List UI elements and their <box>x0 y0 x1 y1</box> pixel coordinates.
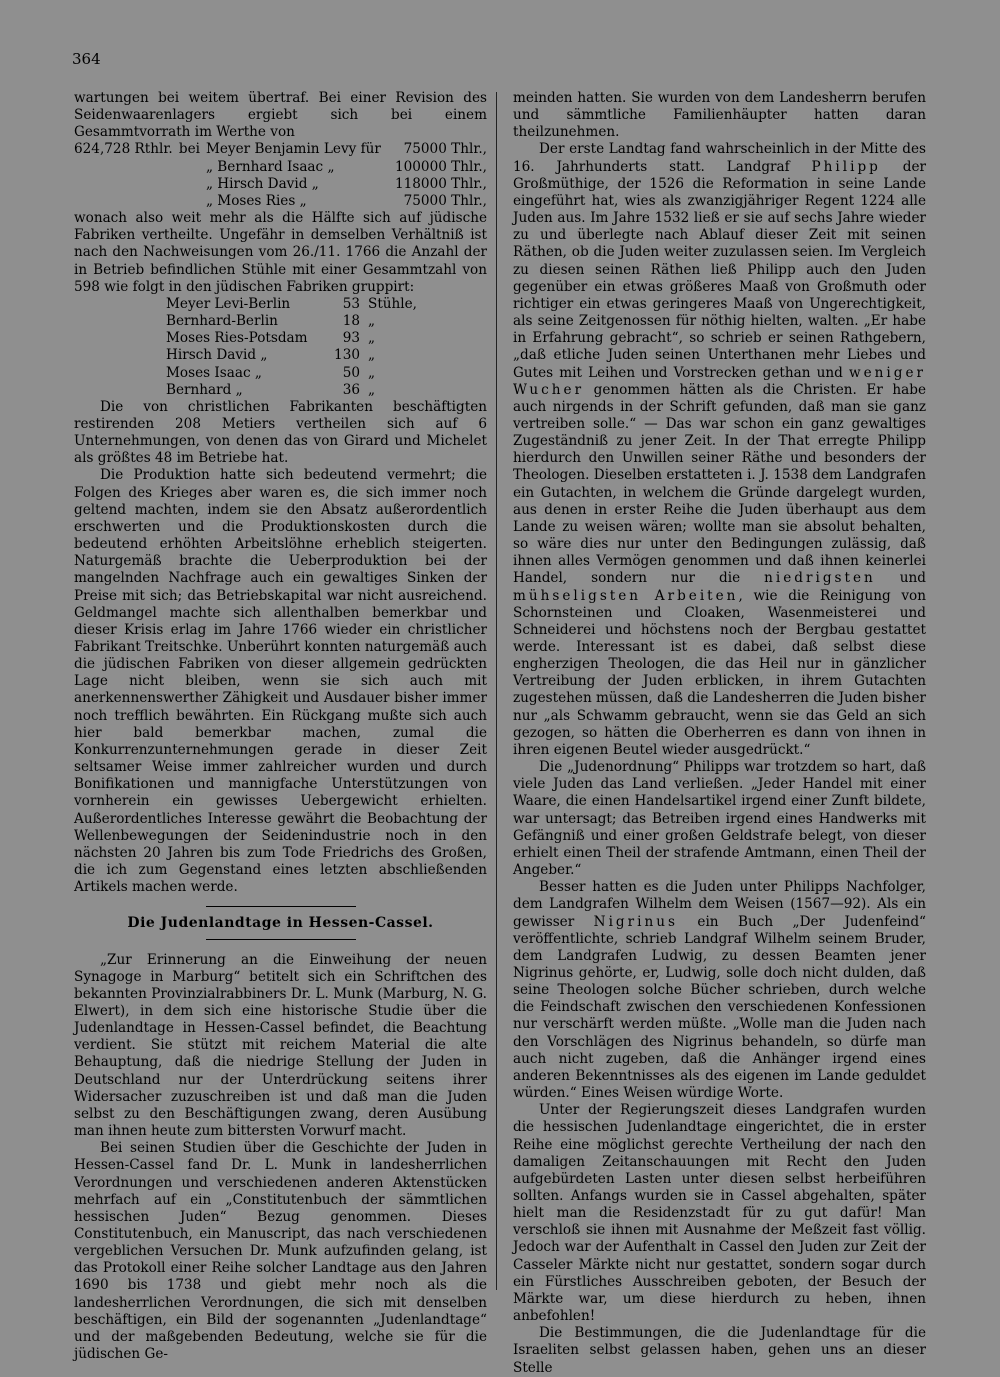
spaced-emphasis-weniger-wucher: weniger Wucher <box>513 364 926 398</box>
text-run: und <box>875 570 926 587</box>
looms-unit: „ <box>368 313 376 330</box>
paragraph-first-landtag <box>513 141 926 759</box>
looms-table <box>166 296 417 399</box>
looms-unit: „ <box>368 347 376 364</box>
section-divider-top <box>206 906 356 907</box>
text-run: Besser hatten es die Juden unter Philipps Nachfolger, dem Landgrafen Wilhelm dem Weisen (1567—92). Als ein gewisser <box>513 879 926 930</box>
looms-count: 50 <box>342 364 360 381</box>
holdings-prep <box>179 176 206 193</box>
paragraph-christian-fabricants: Die von christlichen Fabrikanten beschäftigten restirenden 208 Metiers vertheilen sich auf 6 Unternehmungen, von denen das von Girard und Michelet als größtes 48 im Betriebe hat. <box>74 398 487 467</box>
text-run: genommen hätten als die Christen. Er habe auch nirgends in der Schrift gefunden, daß man sie ganz vertreiben solle.“ — Das war schon ein ganz gewaltiges Zugeständniß zu jener Zeit. In der That erregte Philipp hierdurch den Unwillen seiner Räthe und besonders der Theologen. Dieselben erstatteten i. J. 1538 dem Landgrafen ein Gutachten, in welchem die Gründe dargelegt wurden, aus denen in erster Reihe die Juden überhaupt aus dem Lande zu weisen wären; wollte man sie absolut behalten, so wäre dies nur unter den Bedingungen zulässig, daß ihnen alles Vermögen genommen und daß ihnen keinerlei Handel, sondern nur die <box>513 381 926 587</box>
looms-name: Meyer Levi-Berlin <box>166 295 291 312</box>
looms-name: Hirsch David „ <box>166 347 268 364</box>
spaced-emphasis-niedrigsten: niedrigsten <box>764 570 876 587</box>
paragraph-continued: meinden hatten. Sie wurden von dem Landesherrn berufen und sämmtliche Familienhäupter hatten daran theilzunehmen. <box>513 90 926 141</box>
paragraph-synagogue: „Zur Erinnerung an die Einweihung der neuen Synagoge in Marburg“ betitelt sich ein Schriftchen des bekannten Provinzialrabbiners Dr. L. Munk (Marburg, N. G. Elwert), in dem sich eine historische Studie über die Judenlandtage in Hessen-Cassel befindet, die Beachtung verdient. Sie stützt mit reichem Material die alte Behauptung, daß die niedrige Stellung der Juden in Deutschland nur der Unterdrückung seitens ihrer Widersacher zuzuschreiben ist und daß man die Juden selbst zu den Beschäftigungen zwang, deren Ausübung man ihnen heute zum bittersten Vorwurf macht. <box>74 951 487 1140</box>
holdings-prep: bei <box>178 141 200 158</box>
paragraph-regierung: Unter der Regierungszeit dieses Landgrafen wurden die hessischen Judenlandtage eingerichtet, die in erster Reihe eine möglichst gerechte Vertheilung der nach den damaligen Zeitanschauungen mit Recht den Juden aufgebürdeten Lasten unter diesen selbst herbeiführen sollten. Anfangs wurden sie in Cassel abgehalten, später hielt man die Residenzstadt für zu gut dafür! Man verschloß sie ihnen mit Ausnahme der Meßzeit fast völlig. Jedoch war der Aufenthalt in Cassel den Juden zur Zeit der Casseler Märkte nicht nur gestattet, sondern sogar durch ein Fürstliches Ausschreiben geboten, der Besuch der Märkte war, um diese hierdurch zu heben, ihnen anbefohlen! <box>513 1102 926 1325</box>
page-number: 364 <box>72 50 101 68</box>
holdings-row <box>74 176 487 193</box>
looms-count: 36 <box>342 381 360 398</box>
paragraph-intro: wartungen bei weitem übertraf. Bei einer Revision des Seidenwaarenlagers ergiebt sich bei einem Gesammtvorrath im Werthe von <box>74 90 487 141</box>
right-column <box>513 90 926 1377</box>
looms-row <box>166 313 417 330</box>
looms-unit: „ <box>368 381 376 398</box>
holdings-table <box>74 141 487 210</box>
paragraph-bestimmungen: Die Bestimmungen, die die Judenlandtage für die Israeliten selbst gelassen haben, gehen uns an dieser Stelle <box>513 1325 926 1376</box>
looms-row <box>166 365 417 382</box>
holdings-prep <box>179 193 206 210</box>
holdings-total <box>74 193 179 210</box>
left-column <box>74 90 487 1363</box>
looms-name: Bernhard „ <box>166 381 243 398</box>
holdings-name: „ Moses Ries „ <box>205 192 307 209</box>
text-run: ein Buch „Der Judenfeind“ veröffentlichte, schrieb Landgraf Wilhelm seinem Bruder, dem Landgrafen Ludwig, zu dessen Beamten jener Nigrinus gehörte, er, Ludwig, solle doch nicht dulden, daß seine Theologen solche Bücher schrieben, durch welche die Feindschaft zwischen den verschiedenen Konfessionen nur verschärft werden müßte. „Wolle man die Juden nach den Vorschlägen des Nigrinus behandeln, so dürfe man auch nicht zugeben, daß die Anhänger irgend eines anderen Bekenntnisses als des eigenen im Lande geduldet würden.“ Eines Weisen würdige Worte. <box>513 913 926 1102</box>
holdings-amount: 118000 Thlr., <box>394 175 487 192</box>
holdings-prep <box>179 159 206 176</box>
looms-row <box>166 347 417 364</box>
looms-row <box>166 296 417 313</box>
holdings-amount: 100000 Thlr., <box>394 158 487 175</box>
spaced-name-nigrinus: Nigrinus <box>593 913 678 930</box>
text-run: der Großmüthige, der 1526 die Reformation in seine Lande eingeführt hat, wies als zwanzigjähriger Regent 1224 alle Juden aus. Im Jahre 1532 ließ er sie auf sechs Jahre wieder zu und überlegte nach Ablauf dieser Zeit mit seinen Räthen, ob die Juden weiter zuzulassen seien. Im Vergleich zu diesen seinen Räthen ließ Philipp auch den Juden gegenüber ein etwas größeres Maaß von Großmuth oder richtiger ein etwas geringeres Maaß von Ungerechtigkeit, als seine Zeitgenossen für nöthig hielten, walten. „Er habe in Erfahrung gebracht“, so schrieb er seinen Rathgebern, „daß etliche Juden seinen Unterthanen mehr Liebes und Gutes mit Leihen und Vorstrecken gethan und <box>513 158 926 381</box>
looms-count: 53 <box>342 295 360 312</box>
paragraph-wilhelm <box>513 879 926 1102</box>
looms-name: Moses Isaac „ <box>166 364 262 381</box>
looms-unit: Stühle, <box>368 295 417 312</box>
spaced-name-philipp: Philipp <box>811 158 881 175</box>
holdings-total <box>74 176 179 193</box>
holdings-total: 624,728 Rthlr. <box>74 141 173 158</box>
looms-name: Moses Ries-Potsdam <box>166 330 308 347</box>
text-run: Der erste Landtag fand wahrscheinlich in der Mitte des 16. Jahrhunderts statt. Landgraf <box>513 141 926 175</box>
looms-count: 18 <box>342 313 360 330</box>
holdings-amount: 75000 Thlr., <box>403 141 487 158</box>
looms-count: 130 <box>334 347 360 364</box>
holdings-amount: 75000 Thlr., <box>403 192 487 209</box>
looms-unit: „ <box>368 364 376 381</box>
column-divider <box>496 92 497 1290</box>
looms-name: Bernhard-Berlin <box>166 313 278 330</box>
looms-count: 93 <box>342 330 360 347</box>
holdings-name: „ Bernhard Isaac „ <box>205 158 335 175</box>
text-run: , wie die Reinigung von Schornsteinen und Cloaken, Wasenmeisterei und Schneiderei und höchstens noch der Bergbau gestattet werde. Interessant ist es dabei, daß selbst diese engherzigen Theologen, die das Heil nur in gänzlicher Vertreibung der Juden erblicken, in ihrem Gutachten zugestehen müssen, daß die Landesherren die Juden bisher nur „als Schwamm gebraucht, wenn sie das Geld an sich gezogen, so hätten die Oberherren es dann von ihnen in ihren eigenen Beutel wieder ausgedrückt.“ <box>513 587 926 758</box>
paragraph-after-holdings: wonach also weit mehr als die Hälfte sich auf jüdische Fabriken vertheilte. Ungefähr in demselben Verhältniß ist nach den Nachweisungen vom 26./11. 1766 die Anzahl der in Betrieb befindlichen Stühle mit einer Gesammtzahl von 598 wie folgt in den jüdischen Fabriken gruppirt: <box>74 210 487 295</box>
holdings-row <box>74 141 487 158</box>
looms-row <box>166 330 417 347</box>
section-divider-bottom <box>206 939 356 940</box>
holdings-row <box>74 193 487 210</box>
spaced-emphasis-muehseligsten: mühseligsten Arbeiten <box>513 587 739 604</box>
section-heading: Die Judenlandtage in Hessen-Cassel. <box>127 915 434 932</box>
holdings-total <box>74 159 179 176</box>
paragraph-studies: Bei seinen Studien über die Geschichte der Juden in Hessen-Cassel fand Dr. L. Munk in landesherrlichen Verordnungen und verschiedenen anderen Aktenstücken mehrfach auf ein „Constitutenbuch der sämmtlichen hessischen Juden“ Bezug genommen. Dieses Constitutenbuch, ein Manuscript, das nach verschiedenen vergeblichen Versuchen Dr. Munk aufzufinden gelang, ist das Protokoll einer Reihe solcher Landtage aus den Jahren 1690 bis 1738 und giebt mehr noch als die landesherrlichen Verordnungen, die sich mit denselben beschäftigen, ein Bild der sogenannten „Judenlandtage“ und der maßgebenden Bedeutung, welche sie für die jüdischen Ge- <box>74 1140 487 1363</box>
paragraph-judenordnung: Die „Judenordnung“ Philipps war trotzdem so hart, daß viele Juden das Land verließen. „Jeder Handel mit einer Waare, die einen Handelsartikel irgend einer Zunft bildete, war untersagt; das Betreiben irgend eines Handwerks mit Gefängniß und einer großen Geldstrafe belegt, von dieser erhielt einen Theil der strafende Amtmann, einen Theil der Angeber.“ <box>513 759 926 879</box>
paragraph-production: Die Produktion hatte sich bedeutend vermehrt; die Folgen des Krieges aber waren es, die sich immer noch geltend machten, indem sie den Absatz außerordentlich erschwerten und die Produktionskosten durch die bedeutend erhöhten Arbeitslöhne erheblich steigerten. Naturgemäß brachte die Ueberproduktion bei der mangelnden Nachfrage auch ein gewaltiges Sinken der Preise mit sich; das Betriebskapital war nicht ausreichend. Geldmangel machte sich allenthalben bemerkbar und dieser Krisis erlag im Jahre 1766 wieder ein christlicher Fabrikant Treitschke. Unberührt konnten naturgemäß auch die jüdischen Fabriken von dieser allgemein gedrückten Lage nicht bleiben, wenn sie sich auch mit anerkennenswerther Zähigkeit und Ausdauer bisher immer noch trefflich bewährten. Ein Rückgang mußte sich auch hier bald bemerkbar machen, zumal die Konkurrenzunternehmungen gerade in dieser Zeit seltsamer Weise immer zahlreicher wurden und durch Bonifikationen und mannigfache Unterstützungen von vornherein ein gewisses Uebergewicht erhielten. Außerordentliches Interesse gewährt die Beobachtung der Wellenbewegungen der Seidenindustrie noch in den nächsten 20 Jahren bis zum Tode Friedrichs des Großen, die ich zum Gegenstand eines letzten abschließenden Artikels machen werde. <box>74 467 487 896</box>
holdings-name: „ Hirsch David „ <box>205 175 319 192</box>
looms-row <box>166 382 417 399</box>
holdings-row <box>74 159 487 176</box>
holdings-name: Meyer Benjamin Levy für <box>205 141 381 158</box>
looms-unit: „ <box>368 330 376 347</box>
